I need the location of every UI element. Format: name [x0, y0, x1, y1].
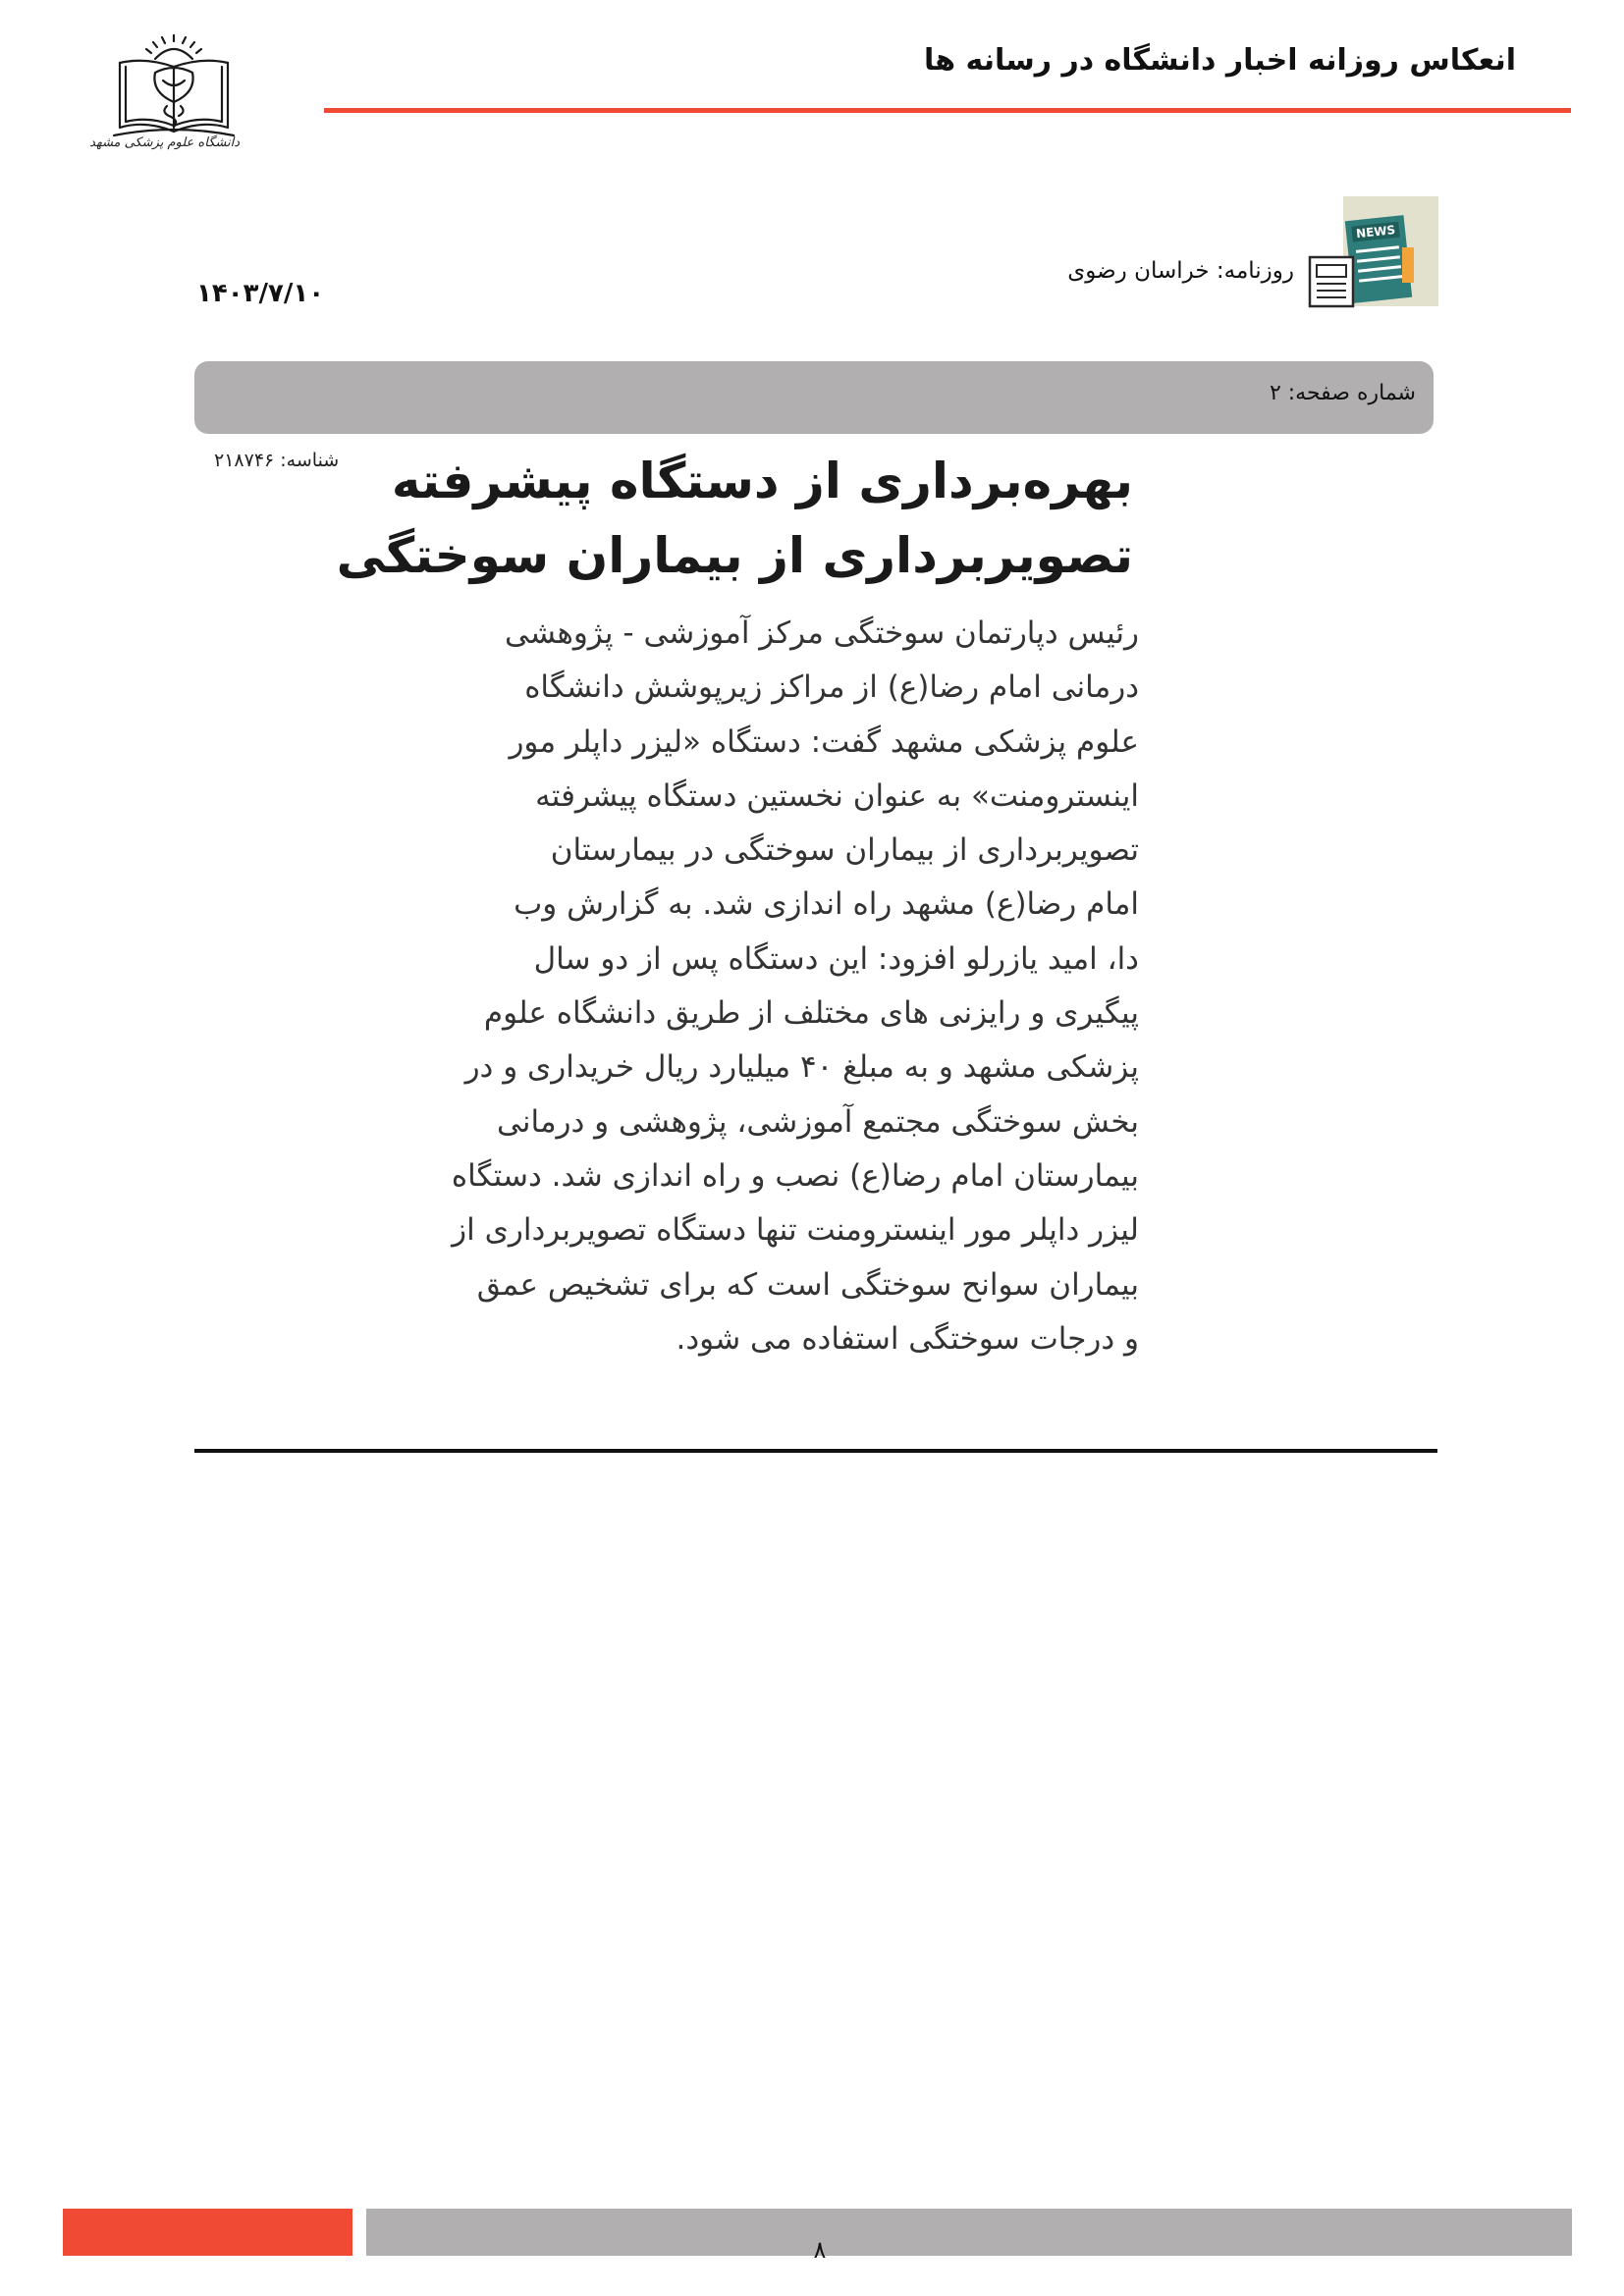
body-line: علوم پزشکی مشهد گفت: دستگاه «لیزر داپلر مور	[509, 723, 1139, 760]
news-icon	[1306, 196, 1438, 309]
page-info-bar	[194, 361, 1434, 434]
footer-page-number: ۸	[813, 2236, 827, 2264]
newspaper-label: روزنامه: خراسان رضوی	[1067, 258, 1294, 284]
headline-line: بهره‌برداری از دستگاه پیشرفته	[391, 453, 1133, 509]
body-line: تصویربرداری از بیماران سوختگی در بیمارستان	[550, 832, 1139, 869]
body-line: لیزر داپلر مور اینسترومنت تنها دستگاه تصویربرداری از	[452, 1212, 1139, 1249]
body-line: بیمارستان امام رضا(ع) نصب و راه اندازی شد. دستگاه	[451, 1157, 1139, 1194]
footer-accent-bar	[63, 2209, 352, 2256]
header-title: انعکاس روزانه اخبار دانشگاه در رسانه ها	[924, 43, 1516, 78]
svg-text:NEWS: NEWS	[1355, 223, 1396, 241]
article-end-rule	[194, 1449, 1437, 1453]
article-id: شناسه: ۲۱۸۷۴۶	[214, 450, 340, 471]
article-body	[451, 607, 1139, 1366]
page-number-label: شماره صفحه: ۲	[1269, 381, 1416, 405]
headline-line: تصویربرداری از بیماران سوختگی	[336, 527, 1133, 584]
body-line: بیماران سوانح سوختگی است که برای تشخیص عمق	[476, 1266, 1139, 1303]
logo-caption: دانشگاه علوم پزشکی مشهد	[89, 135, 240, 150]
body-line: بخش سوختگی مجتمع آموزشی، پژوهشی و درمانی	[497, 1103, 1139, 1140]
body-line: رئیس دپارتمان سوختگی مرکز آموزشی - پژوهشی	[505, 615, 1139, 651]
body-line: درمانی امام رضا(ع) از مراکز زیرپوشش دانشگاه	[524, 669, 1139, 706]
publication-date: ۱۴۰۳/۷/۱۰	[196, 279, 325, 308]
body-line: پیگیری و رایزنی های مختلف از طریق دانشگاه علوم	[483, 995, 1139, 1032]
body-line: و درجات سوختگی استفاده می شود.	[676, 1320, 1139, 1357]
body-line: امام رضا(ع) مشهد راه اندازی شد. به گزارش وب	[514, 886, 1139, 923]
body-line: پزشکی مشهد و به مبلغ ۴۰ میلیارد ریال خریداری و در	[464, 1049, 1139, 1086]
body-line: دا، امید یازرلو افزود: این دستگاه پس از دو سال	[533, 940, 1139, 977]
article-headline	[336, 444, 1133, 593]
footer-bar	[366, 2209, 1572, 2256]
body-line: اینسترومنت» به عنوان نخستین دستگاه پیشرفته	[535, 777, 1139, 814]
header-rule	[324, 108, 1571, 113]
